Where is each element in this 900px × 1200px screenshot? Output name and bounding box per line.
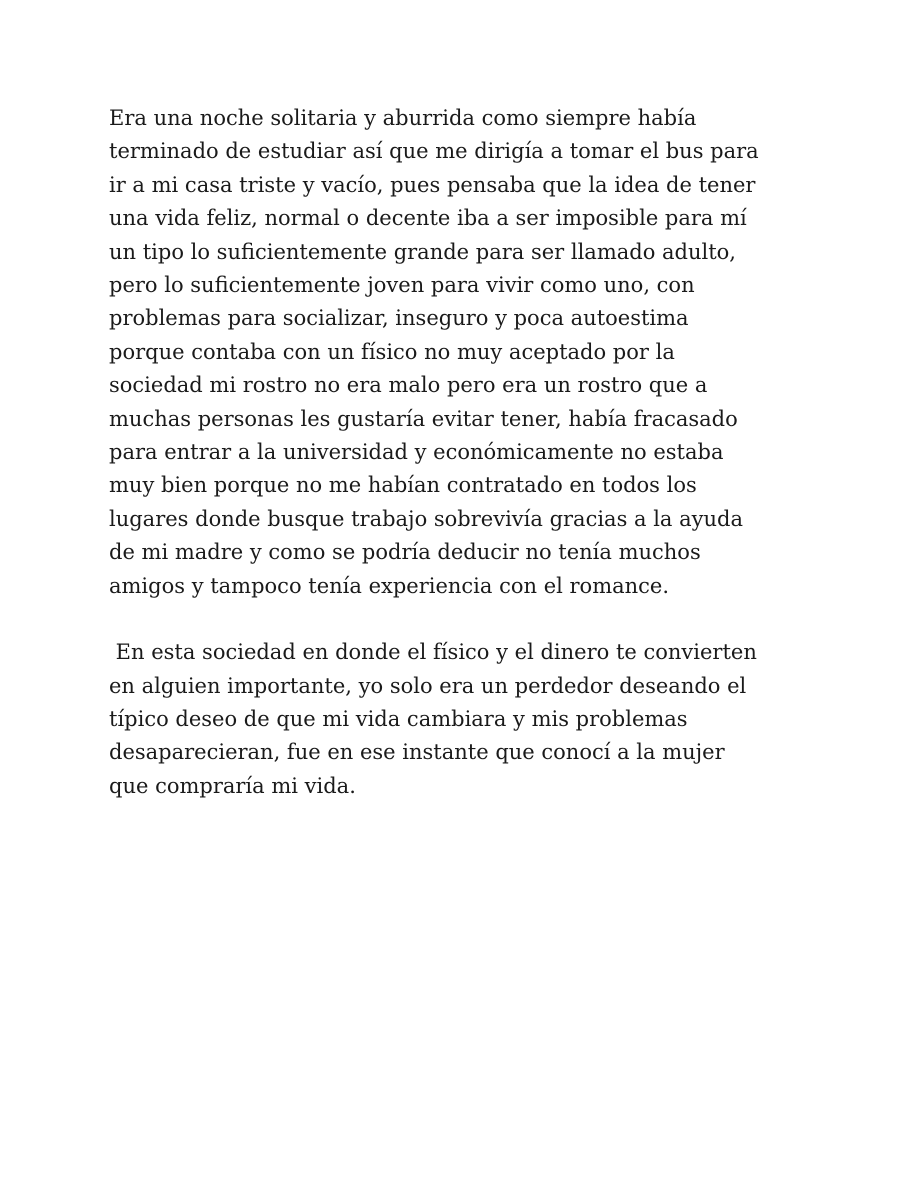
- text-line: un tipo lo suficientemente grande para ser llamado adulto,: [109, 239, 736, 264]
- text-line: muy bien porque no me habían contratado en todos los: [109, 473, 697, 498]
- text-line: problemas para socializar, inseguro y poca autoestima: [109, 306, 689, 331]
- text-line: para entrar a la universidad y económicamente no estaba: [109, 440, 724, 465]
- text-line: terminado de estudiar así que me dirigía a tomar el bus para: [109, 139, 759, 164]
- text-line: ir a mi casa triste y vacío, pues pensaba que la idea de tener: [109, 172, 756, 197]
- text-line: una vida feliz, normal o decente iba a ser imposible para mí: [109, 206, 747, 231]
- text-line: lugares donde busque trabajo sobrevivía gracias a la ayuda: [109, 506, 743, 531]
- text-line: típico deseo de que mi vida cambiara y mis problemas: [109, 706, 688, 731]
- text-line: Era una noche solitaria y aburrida como siempre había: [109, 106, 697, 130]
- paragraph-gap: [109, 603, 829, 636]
- text-line: que compraría mi vida.: [109, 773, 356, 798]
- text-line: de mi madre y como se podría deducir no tenía muchos: [109, 540, 701, 565]
- text-line: amigos y tampoco tenía experiencia con el romance.: [109, 573, 670, 598]
- text-line: desaparecieran, fue en ese instante que conocí a la mujer: [109, 740, 725, 765]
- text-line: En esta sociedad en donde el físico y el dinero te convierten: [109, 640, 757, 665]
- text-line: sociedad mi rostro no era malo pero era un rostro que a: [109, 373, 708, 398]
- text-line: pero lo suficientemente joven para vivir como uno, con: [109, 273, 695, 298]
- body-text: [109, 102, 829, 803]
- text-line: en alguien importante, yo solo era un perdedor deseando el: [109, 673, 747, 698]
- paragraph-1: [109, 102, 829, 603]
- text-line: porque contaba con un físico no muy aceptado por la: [109, 339, 675, 364]
- text-line: muchas personas les gustaría evitar tener, había fracasado: [109, 406, 738, 431]
- paragraph-2: [109, 636, 829, 803]
